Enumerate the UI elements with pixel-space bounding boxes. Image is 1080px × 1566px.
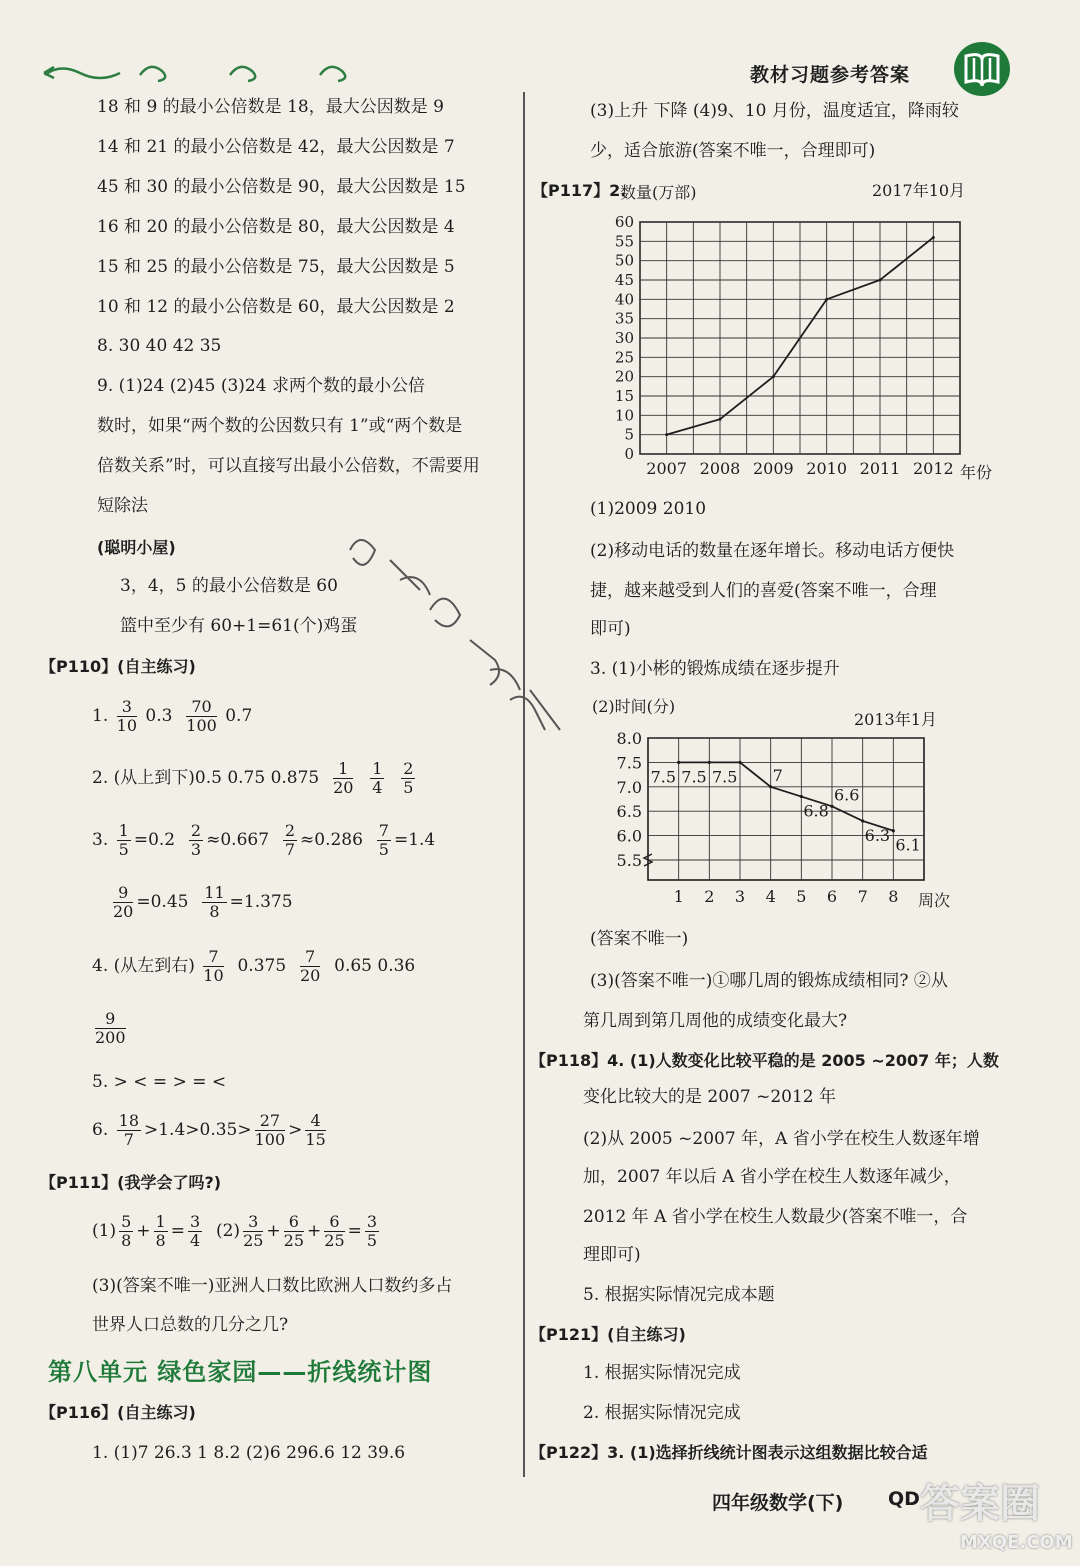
question-number: 3. [92,830,109,850]
fraction: $\frac{18}{7}$ [118,1111,139,1149]
data-point [772,375,775,378]
y-tick-label: 50 [614,251,634,270]
y-tick-label: 8.0 [616,729,642,748]
data-label: 7.5 [681,767,707,787]
r-line-7: 3. (1)小彬的锻炼成绩在逐步提升 [590,659,840,679]
section-p116: 【P116】(自主练习) [40,1403,196,1422]
r-line-15: 理即可) [583,1245,641,1265]
r-line-2: 少，适合旅游(答案不唯一，合理即可) [590,141,876,161]
section-p110: 【P110】(自主练习) [40,657,196,676]
fraction: $\frac{11}{8}$ [204,883,225,921]
x-tick-label: 6 [826,887,838,906]
data-label: 6.1 [895,835,921,855]
data-point [719,418,722,421]
x-tick-label: 7 [857,887,868,906]
data-point [800,795,803,798]
r-line-3: (1)2009 2010 [590,499,707,519]
fraction: $\frac{5}{8}$ [121,1212,132,1250]
plot-frame [648,738,924,880]
lcm-line-1: 18 和 9 的最小公倍数是 18，最大公因数是 9 [97,97,444,117]
fraction: $\frac{3}{25}$ [243,1212,264,1250]
answer-9-line-2: 数时，如果“两个数的公因数只有 1”或“两个数是 [97,416,463,436]
answer-111-1-2 [92,1213,382,1250]
r-line-4: (2)移动电话的数量在逐年增长。移动电话方便快 [590,541,955,561]
operator: = [347,1221,362,1241]
r-line-17: 1. 根据实际情况完成 [583,1363,741,1383]
data-point [708,761,711,764]
decorative-swirl-icon [40,55,400,85]
data-point [665,433,668,436]
x-tick-label: 2007 [646,459,688,478]
y-tick-label: 10 [614,406,634,425]
handwriting-scribble [330,520,590,760]
r-line-12: (2)从 2005 ~2007 年，A 省小学在校生人数逐年增 [583,1129,980,1149]
section-p121: 【P121】(自主练习) [530,1325,686,1344]
fraction: $\frac{1}{5}$ [118,821,129,859]
watermark: 答案圈 [920,1481,1040,1527]
value: ≈0.667 [206,830,270,850]
data-point [830,805,833,808]
y-tick-label: 30 [614,329,634,347]
data-point [932,236,935,239]
r-line-18: 2. 根据实际情况完成 [583,1403,741,1423]
r-line-1: (3)上升 下降 (4)9、10 月份，温度适宜，降雨较 [590,101,959,121]
x-tick-label: 2008 [699,459,741,478]
answer-111-3-line-1: (3)(答案不唯一)亚洲人口数比欧洲人口数约多占 [92,1276,453,1296]
fraction: $\frac{2}{3}$ [190,821,202,859]
x-tick-label: 2009 [752,459,794,478]
fraction: $\frac{27}{100}$ [254,1111,286,1149]
y-tick-label: 40 [614,290,634,309]
data-point [879,279,882,282]
answer-110-4 [92,948,415,985]
value: =1.4 [393,830,436,850]
data-label: 6.6 [834,785,860,805]
answer-9-line-3: 倍数关系”时，可以直接写出最小公倍数，不需要用 [97,456,480,476]
question-number: 6. [92,1120,109,1140]
y-tick-label: 60 [614,213,634,231]
fraction: $\frac{70}{100}$ [186,697,217,735]
smart-house-heading: (聪明小屋) [97,538,176,557]
y-axis-label: (2)时间(分) [592,697,676,716]
answer-110-4-cont [92,1010,129,1047]
data-label: 7.5 [711,767,738,787]
y-tick-label: 7.5 [616,753,642,773]
r-line-5: 捷，越来越受到人们的喜爱(答案不唯一，合理 [590,581,937,601]
smart-house-line-1: 3，4，5 的最小公倍数是 60 [120,576,338,596]
x-axis-label: 年份 [960,463,993,482]
fraction: $\frac{1}{4}$ [372,759,383,797]
x-tick-label: 2 [704,887,715,906]
y-axis-label: 数量(万部) [620,183,697,202]
answer-110-2 [92,760,418,797]
x-tick-label: 2011 [859,459,901,478]
data-point [738,761,741,764]
header-title: 教材习题参考答案 [750,64,911,86]
answer-110-5: 5. > < = > = < [92,1072,227,1092]
fraction: $\frac{4}{15}$ [305,1111,326,1149]
answer-110-6 [92,1112,329,1149]
value: =1.375 [229,892,293,912]
fraction: $\frac{1}{20}$ [333,759,354,797]
data-point [825,298,828,301]
r-line-13: 加，2007 年以后 A 省小学在校生人数逐年减少， [583,1167,961,1187]
data-point [769,785,772,788]
x-tick-label: 1 [673,887,684,906]
fraction: $\frac{9}{20}$ [113,883,134,921]
y-tick-label: 6.0 [616,826,642,846]
chart-date: 2017年10月 [872,181,966,200]
y-tick-label: 5.5 [616,851,642,870]
operator: + [307,1221,322,1241]
fraction: $\frac{9}{200}$ [95,1009,126,1047]
lcm-line-3: 45 和 30 的最小公倍数是 90，最大公因数是 15 [97,177,466,197]
lcm-line-2: 14 和 21 的最小公倍数是 42，最大公因数是 7 [97,137,455,157]
part-label: (2) [215,1221,241,1241]
fraction: $\frac{3}{10}$ [116,697,137,735]
fraction: $\frac{3}{4}$ [189,1212,201,1250]
fraction: $\frac{7}{10}$ [203,947,224,985]
exercise-line-chart [584,690,1004,915]
data-point [861,819,864,822]
r-line-10: 第几周到第几周他的成绩变化最大? [583,1011,848,1031]
answer-text: 2. (从上到下)0.5 0.75 0.875 [92,768,320,788]
r-line-16: 5. 根据实际情况完成本题 [583,1285,775,1305]
x-tick-label: 8 [888,887,899,906]
fraction: $\frac{6}{25}$ [324,1212,345,1250]
section-p118: 【P118】4. (1)人数变化比较平稳的是 2005 ~2007 年；人数 [530,1051,999,1070]
y-tick-label: 5 [624,425,634,444]
answer-110-3-cont [110,884,293,921]
section-p111: 【P111】(我学会了吗?) [40,1173,222,1192]
column-divider [523,92,525,1477]
part-label: (1) [92,1221,117,1241]
lcm-line-4: 16 和 20 的最小公倍数是 80，最大公因数是 4 [97,217,455,237]
y-tick-label: 35 [614,309,634,328]
x-axis-label: 周次 [918,891,951,910]
value: 0.3 [145,706,173,726]
fraction: $\frac{7}{5}$ [378,821,389,859]
data-label: 7.5 [650,767,677,787]
fraction: $\frac{2}{7}$ [284,821,296,859]
answer-text: 4. (从左到右) [92,956,195,976]
y-tick-label: 20 [614,367,634,386]
chart-date: 2013年1月 [854,710,937,729]
value: 0.7 [225,706,253,726]
section-p117: 【P117】2. [532,181,627,200]
fraction: $\frac{2}{5}$ [403,759,414,797]
value: =0.45 [136,892,189,912]
value: =0.2 [133,830,176,850]
y-tick-label: 15 [614,387,634,405]
section-p122: 【P122】3. (1)选择折线统计图表示这组数据比较合适 [530,1443,928,1462]
fraction: $\frac{1}{8}$ [155,1212,166,1250]
data-label: 7 [772,765,783,785]
x-tick-label: 3 [734,887,746,906]
y-tick-label: 6.5 [616,802,642,822]
fraction: $\frac{3}{5}$ [366,1212,378,1250]
series-line [679,762,894,830]
operator: = [170,1221,185,1241]
value: 0.375 [237,956,287,976]
unit-heading: 第八单元 绿色家园——折线统计图 [48,1358,433,1386]
footer-code: QD [888,1488,920,1510]
y-tick-label: 45 [614,271,634,289]
r-line-11: 变化比较大的是 2007 ~2012 年 [583,1087,836,1107]
y-tick-label: 55 [614,232,634,251]
x-tick-label: 4 [765,887,776,906]
fraction: $\frac{6}{25}$ [283,1212,305,1250]
r-line-14: 2012 年 A 省小学在校生人数最少(答案不唯一，合 [583,1207,968,1227]
watermark-url: MXQE.COM [960,1532,1073,1553]
y-tick-label: 25 [614,348,634,367]
answer-9-line-1: 9. (1)24 (2)45 (3)24 求两个数的最小公倍 [97,376,425,396]
value: >1.4>0.35> [144,1120,252,1140]
r-line-8: (答案不唯一) [590,929,689,949]
smart-house-line-2: 篮中至少有 60+1=61(个)鸡蛋 [120,616,358,636]
data-point [677,761,680,764]
data-label: 6.8 [803,801,829,821]
r-line-9: (3)(答案不唯一)①哪几周的锻炼成绩相同? ②从 [590,971,948,991]
value: ≈0.286 [300,830,363,850]
x-tick-label: 2012 [912,459,954,478]
x-tick-label: 5 [796,887,807,906]
r-line-6: 即可) [590,619,631,639]
footer-grade: 四年级数学(下) [712,1492,844,1514]
phone-line-chart [596,176,1026,486]
answer-110-1 [92,698,252,735]
answer-116-1: 1. (1)7 26.3 1 8.2 (2)6 296.6 12 39.6 [92,1443,406,1463]
fraction: $\frac{7}{20}$ [299,947,321,985]
data-label: 6.3 [864,825,891,845]
x-tick-label: 2010 [806,459,848,478]
value: > [288,1120,303,1140]
answer-9-line-4: 短除法 [97,496,148,516]
answer-110-3 [92,822,435,859]
data-point [892,829,895,832]
operator: + [136,1221,151,1241]
operator: + [266,1221,281,1241]
answer-111-3-line-2: 世界人口总数的几分之几? [92,1315,289,1335]
y-tick-label: 7.0 [616,777,642,797]
lcm-line-5: 15 和 25 的最小公倍数是 75，最大公因数是 5 [97,257,455,277]
lcm-line-6: 10 和 12 的最小公倍数是 60，最大公因数是 2 [97,297,455,317]
book-logo-icon [952,40,1012,98]
answer-8: 8. 30 40 42 35 [97,336,222,356]
y-tick-label: 0 [624,445,634,463]
question-number: 1. [92,706,109,726]
value: 0.65 0.36 [334,956,416,976]
